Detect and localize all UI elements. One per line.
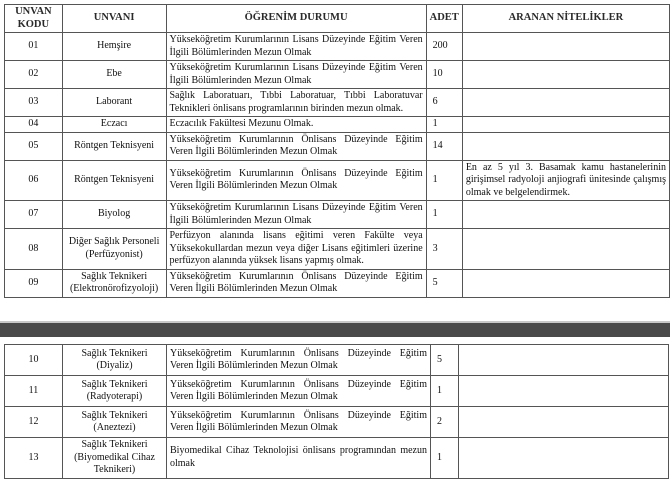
adet-cell: 1: [426, 201, 462, 229]
ogrenim-durumu-cell: Yükseköğretim Kurumlarının Önlisans Düzeyinde Eğitim Veren İlgili Bölümlerinden Mezun Olmak: [167, 345, 431, 376]
table-row: [5, 89, 670, 117]
table-row: [5, 132, 670, 160]
unvan-cell: Diğer Sağlık Personeli (Perfüzyonist): [62, 229, 166, 270]
ogrenim-durumu-cell: Yükseköğretim Kurumlarının Lisans Düzeyinde Eğitim Veren İlgili Bölümlerinden Mezun Olmak: [166, 61, 426, 89]
adet-cell: 6: [426, 89, 462, 117]
unvan-cell: Eczacı: [62, 117, 166, 133]
aranan-nitelikler-cell: [459, 376, 669, 407]
unvan-kodu-cell: 11: [5, 376, 63, 407]
header-nitelik: ARANAN NİTELİKLER: [462, 5, 669, 33]
unvan-kodu-cell: 02: [5, 61, 63, 89]
unvan-kodu-cell: 06: [5, 160, 63, 201]
table-row: [5, 117, 670, 133]
adet-cell: 1: [426, 160, 462, 201]
page-break-separator: [0, 323, 670, 337]
aranan-nitelikler-cell: [459, 438, 669, 479]
unvan-kodu-cell: 09: [5, 269, 63, 297]
ogrenim-durumu-cell: Yükseköğretim Kurumlarının Önlisans Düzeyinde Eğitim Veren İlgili Bölümlerinden Mezun Olmak: [166, 132, 426, 160]
unvan-cell: Röntgen Teknisyeni: [62, 132, 166, 160]
table-row: [5, 33, 670, 61]
unvan-cell: Laborant: [62, 89, 166, 117]
unvan-cell: Sağlık Teknikeri (Biyomedikal Cihaz Teknikeri): [63, 438, 167, 479]
ogrenim-durumu-cell: Yükseköğretim Kurumlarının Önlisans Düzeyinde Eğitim Veren İlgili Bölümlerinden Mezun Olmak: [166, 269, 426, 297]
ogrenim-durumu-cell: Yükseköğretim Kurumlarının Lisans Düzeyinde Eğitim Veren İlgili Bölümlerinden Mezun Olmak: [166, 201, 426, 229]
adet-cell: 10: [426, 61, 462, 89]
positions-table-page-1: [4, 4, 670, 298]
unvan-kodu-cell: 03: [5, 89, 63, 117]
unvan-kodu-cell: 05: [5, 132, 63, 160]
unvan-cell: Hemşire: [62, 33, 166, 61]
table-row: [5, 160, 670, 201]
table-row: [5, 61, 670, 89]
aranan-nitelikler-cell: [462, 117, 669, 133]
header-kod: UNVAN KODU: [5, 5, 63, 33]
unvan-kodu-cell: 12: [5, 407, 63, 438]
ogrenim-durumu-cell: Eczacılık Fakültesi Mezunu Olmak.: [166, 117, 426, 133]
unvan-cell: Sağlık Teknikeri (Aneztezi): [63, 407, 167, 438]
aranan-nitelikler-cell: [462, 229, 669, 270]
ogrenim-durumu-cell: Yükseköğretim Kurumlarının Önlisans Düzeyinde Eğitim Veren İlgili Bölümlerinden Mezun Olmak: [166, 160, 426, 201]
ogrenim-durumu-cell: Biyomedikal Cihaz Teknolojisi önlisans programından mezun olmak: [167, 438, 431, 479]
aranan-nitelikler-cell: [459, 345, 669, 376]
table-row: [5, 438, 669, 479]
adet-cell: 1: [431, 376, 459, 407]
unvan-kodu-cell: 08: [5, 229, 63, 270]
unvan-kodu-cell: 10: [5, 345, 63, 376]
adet-cell: 1: [426, 117, 462, 133]
ogrenim-durumu-cell: Yükseköğretim Kurumlarının Lisans Düzeyinde Eğitim Veren İlgili Bölümlerinden Mezun Olmak: [166, 33, 426, 61]
header-ogrenim: ÖĞRENİM DURUMU: [166, 5, 426, 33]
unvan-cell: Sağlık Teknikeri (Elektronörofizyoloji): [62, 269, 166, 297]
table-body-page-1: [5, 33, 670, 298]
table-row: [5, 345, 669, 376]
table-body-page-2: [5, 345, 669, 479]
table-row: [5, 407, 669, 438]
ogrenim-durumu-cell: Yükseköğretim Kurumlarının Önlisans Düzeyinde Eğitim Veren İlgili Bölümlerinden Mezun Olmak: [167, 376, 431, 407]
ogrenim-durumu-cell: Yükseköğretim Kurumlarının Önlisans Düzeyinde Eğitim Veren İlgili Bölümlerinden Mezun Olmak: [167, 407, 431, 438]
adet-cell: 2: [431, 407, 459, 438]
adet-cell: 14: [426, 132, 462, 160]
unvan-cell: Sağlık Teknikeri (Radyoterapi): [63, 376, 167, 407]
unvan-kodu-cell: 07: [5, 201, 63, 229]
header-adet: ADET: [426, 5, 462, 33]
aranan-nitelikler-cell: [462, 89, 669, 117]
adet-cell: 3: [426, 229, 462, 270]
positions-table-page-2: [4, 344, 669, 479]
header-unvan: UNVANI: [62, 5, 166, 33]
adet-cell: 5: [431, 345, 459, 376]
unvan-cell: Biyolog: [62, 201, 166, 229]
aranan-nitelikler-cell: [462, 132, 669, 160]
unvan-cell: Ebe: [62, 61, 166, 89]
aranan-nitelikler-cell: [462, 61, 669, 89]
unvan-kodu-cell: 04: [5, 117, 63, 133]
aranan-nitelikler-cell: [459, 407, 669, 438]
unvan-cell: Röntgen Teknisyeni: [62, 160, 166, 201]
aranan-nitelikler-cell: [462, 201, 669, 229]
adet-cell: 1: [431, 438, 459, 479]
table-row: [5, 269, 670, 297]
table-row: [5, 201, 670, 229]
unvan-kodu-cell: 01: [5, 33, 63, 61]
ogrenim-durumu-cell: Sağlık Laboratuarı, Tıbbi Laboratuar, Tıbbi Laboratuvar Teknikleri önlisans programlarının birinden mezun olmak.: [166, 89, 426, 117]
unvan-kodu-cell: 13: [5, 438, 63, 479]
aranan-nitelikler-cell: [462, 269, 669, 297]
table-row: [5, 229, 670, 270]
aranan-nitelikler-cell: En az 5 yıl 3. Basamak kamu hastanelerinin girişimsel radyoloji anjiografi ünitesinde çalışmış olmak ve belgelendirmek.: [462, 160, 669, 201]
adet-cell: 200: [426, 33, 462, 61]
aranan-nitelikler-cell: [462, 33, 669, 61]
table-row: [5, 376, 669, 407]
ogrenim-durumu-cell: Perfüzyon alanında lisans eğitimi veren Fakülte veya Yüksekokullardan mezun veya diğer Lisans eğitimleri üzerine perfüzyon alanında yüksek lisans yapmış olmak.: [166, 229, 426, 270]
table-header-row: [5, 5, 670, 33]
unvan-cell: Sağlık Teknikeri (Diyaliz): [63, 345, 167, 376]
adet-cell: 5: [426, 269, 462, 297]
